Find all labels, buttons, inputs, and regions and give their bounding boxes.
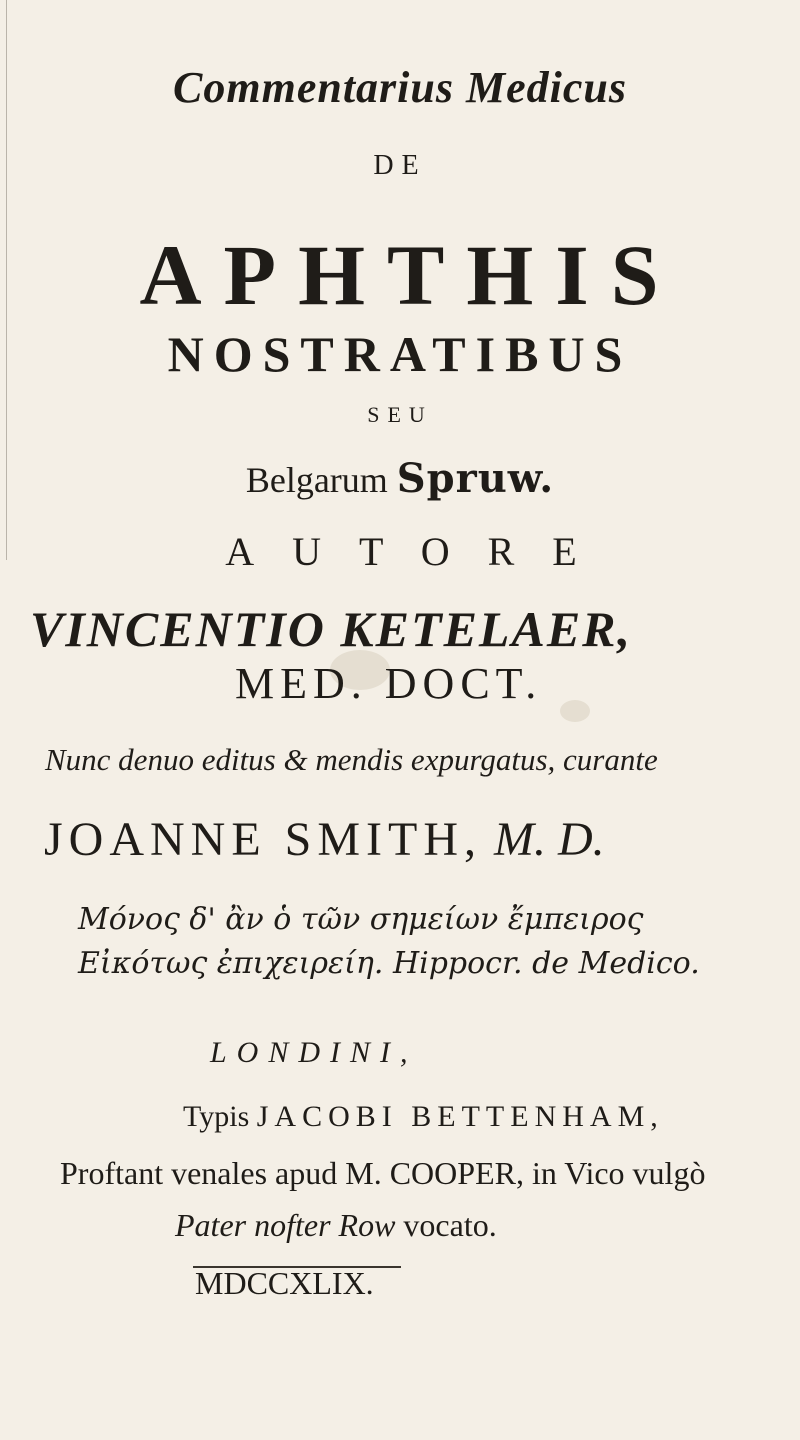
- vocato-word: vocato.: [395, 1207, 497, 1243]
- epigraph-greek-line-2: Εἰκότως ἐπιχειρείη.: [78, 946, 384, 981]
- epigraph-line-2: [0, 946, 800, 981]
- autore-label: AUTORE: [225, 529, 615, 574]
- edition-note: Nunc denuo editus & mendis expurgatus, curante: [45, 742, 658, 777]
- title-belgarum-line: [0, 455, 800, 502]
- sprouw-blackletter: Spruw.: [396, 455, 555, 502]
- author-degree: MED. DOCT.: [235, 659, 543, 708]
- epigraph-source: Hippocr. de Medico.: [383, 946, 700, 981]
- title-aphthis: APHTHIS: [139, 227, 681, 323]
- title-de: DE: [373, 150, 427, 181]
- imprint-bookseller-line: Proftant venales apud M. COOPER, in Vico vulgò: [60, 1155, 706, 1191]
- street-name: Pater nofter Row: [175, 1207, 396, 1243]
- editor-name: JOANNE SMITH,: [44, 813, 482, 866]
- title-seu: SEU: [367, 402, 433, 427]
- author-name: VINCENTIO KETELAER,: [30, 601, 633, 657]
- imprint-place: LONDINI,: [210, 1036, 418, 1069]
- imprint-date: MDCCXLIX.: [195, 1265, 374, 1301]
- title-nostratibus: NOSTRATIBUS: [167, 326, 633, 382]
- typis-label: Typis: [183, 1100, 257, 1133]
- imprint-street-line: [0, 1207, 800, 1244]
- editor-degree: M. D.: [482, 813, 605, 866]
- printer-name: JACOBI BETTENHAM,: [256, 1100, 664, 1133]
- imprint-printer-line: [0, 1100, 800, 1134]
- epigraph-greek-line-1: Μόνος δ' ἂν ὁ τῶν σημείων ἔμπειρος: [78, 902, 644, 937]
- editor-line: [0, 812, 800, 867]
- title-commentarius-medicus: Commentarius Medicus: [173, 63, 627, 112]
- belgarum-word: Belgarum: [245, 460, 388, 500]
